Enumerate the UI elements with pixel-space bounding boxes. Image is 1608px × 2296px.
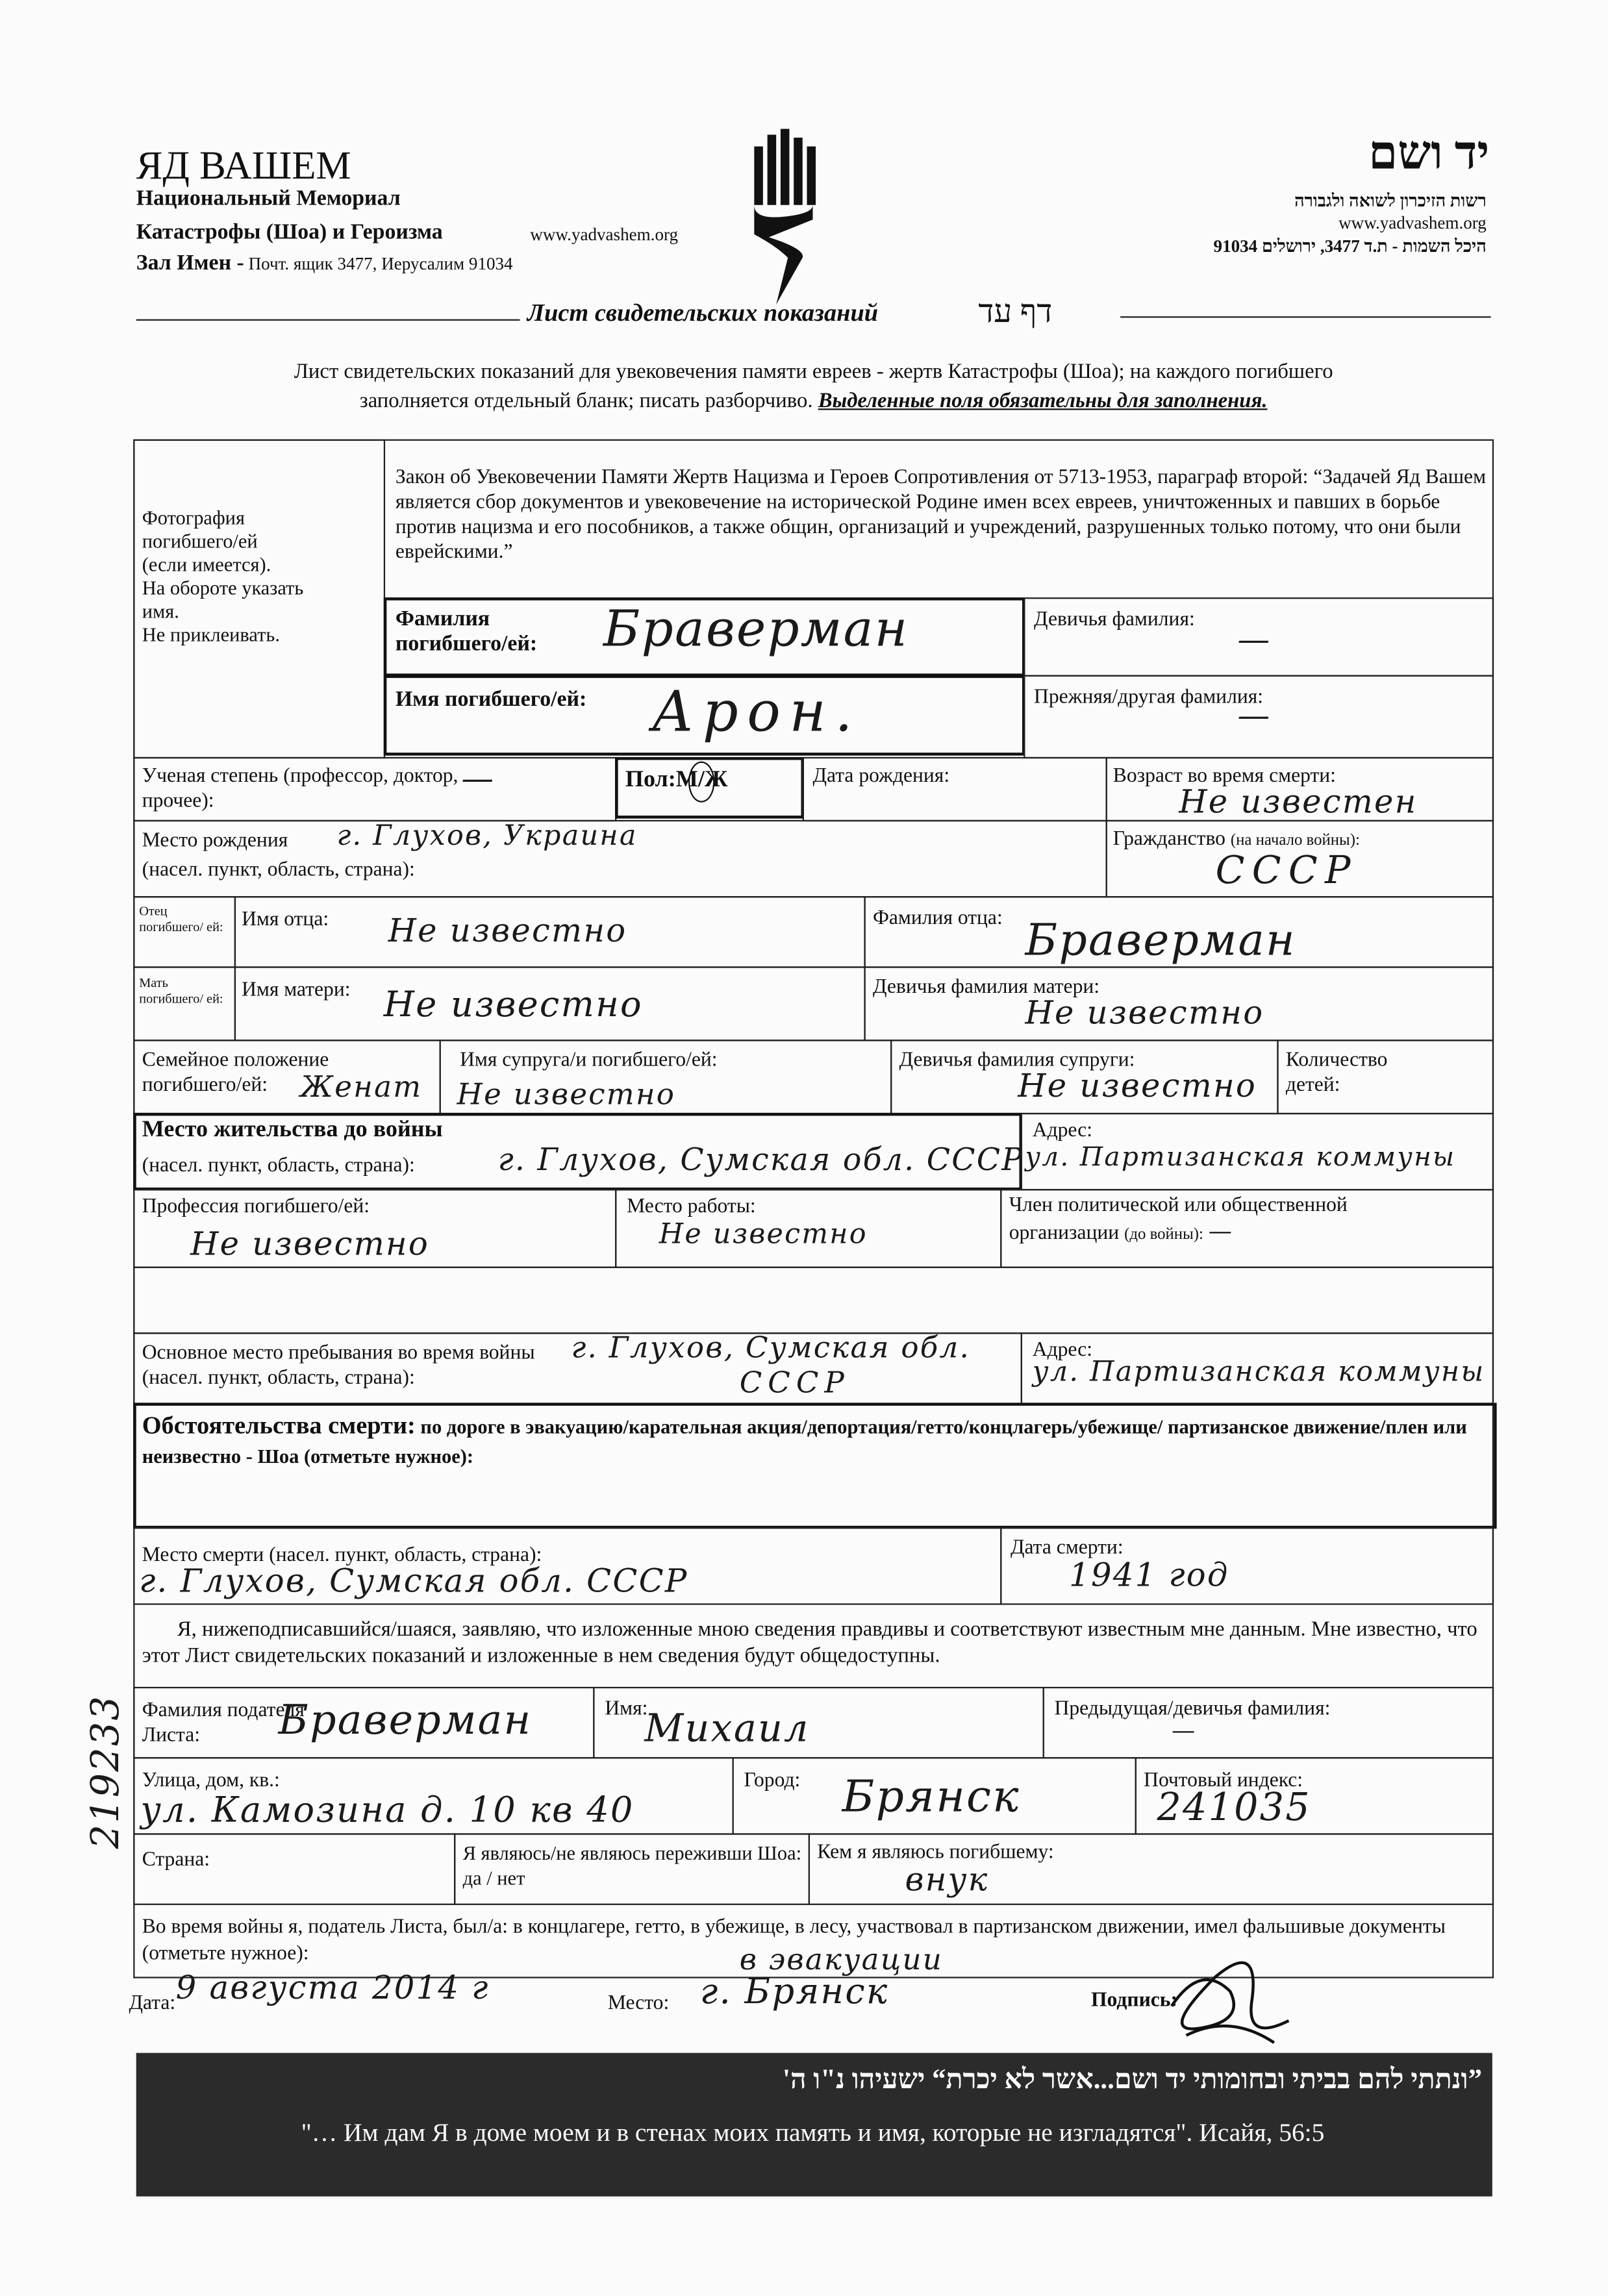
submitter-surname-label: Фамилия подателя Листа: [142, 1700, 305, 1747]
law-text: Закон об Увековечении Памяти Жертв Нацизма и Героев Сопротивления от 5713-1953, параграф второй: “Задачей Яд Вашем является сбор документов и увековечение на исторической Родине имен всех евреев, уничтоженных и павших в борьбе против нацизма и его пособников, а также общин, организаций и учреждений, разрушенных только потому, что они были еврейскими.” [395, 467, 1487, 564]
spouse-name-label: Имя супруга/и погибшего/ей: [460, 1049, 718, 1072]
org-url: www.yadvashem.org [530, 224, 679, 245]
declaration-text: Я, нижеподписавшийся/шаяся, заявляю, что изложенные мною сведения правдивы и соответствуют известным мне данным. Мне известно, что этот Лист свидетельских показаний и изложенные в нем сведения будут общедоступны. [142, 1617, 1477, 1668]
intro-line1: Лист свидетельских показаний для увековечения памяти евреев - жертв Катастрофы (Шоа); на каждого погибшего [294, 360, 1333, 384]
maiden-name-label: Девичья фамилия: [1034, 609, 1195, 631]
org-name-he: יד ושם [1368, 125, 1490, 179]
surname-value: Браверман [603, 600, 909, 659]
age-label: Возраст во время смерти: [1112, 766, 1336, 788]
gender-selected-circle [688, 762, 715, 803]
submitter-prev-value: — [1172, 1716, 1197, 1744]
survivor-options[interactable]: да / нет [462, 1867, 525, 1890]
father-surname-label: Фамилия отца: [872, 908, 1003, 930]
war-address-value: ул. Партизанская коммуны [1032, 1356, 1485, 1388]
city-label: Город: [744, 1770, 801, 1793]
residence-sub: (насел. пункт, область, страна): [142, 1155, 415, 1178]
citizenship-sub: (на начало войны): [1230, 831, 1360, 849]
children-label: Количество детей: [1285, 1049, 1388, 1097]
citizenship-value: СССР [1215, 849, 1358, 893]
street-value: ул. Камозина д. 10 кв 40 [140, 1789, 634, 1830]
date-value: 9 августа 2014 г [175, 1971, 490, 2008]
title-rule-left [136, 319, 520, 321]
residence-value: г. Глухов, Сумская обл. СССР [497, 1142, 1024, 1178]
place-value: г. Брянск [699, 1971, 889, 2012]
street-label: Улица, дом, кв.: [142, 1770, 280, 1793]
birth-place-label: Место рождения [142, 830, 288, 853]
death-place-value: г. Глухов, Сумская обл. СССР [139, 1564, 688, 1601]
degree-label: Ученая степень (профессор, доктор, прочее): [142, 766, 459, 813]
degree-value: — [461, 761, 496, 799]
survivor-label: Я являюсь/не являюсь переживши Шоа: [462, 1841, 802, 1864]
war-place-value2: СССР [739, 1364, 850, 1400]
family-status-label: Семейное положение погибшего/ей: [142, 1049, 329, 1097]
membership-label2: организации [1009, 1223, 1120, 1245]
other-surname-label: Прежняя/другая фамилия: [1034, 686, 1264, 709]
side-record-number: 219233 [84, 1694, 129, 1849]
submitter-name-label: Имя: [605, 1698, 648, 1721]
signature-label: Подпись: [1090, 1990, 1177, 2012]
residence-address-value: ул. Партизанская коммуны [1025, 1142, 1456, 1173]
death-date-value: 1941 год [1069, 1558, 1229, 1595]
profession-label: Профессия погибшего/ей: [142, 1196, 370, 1219]
birth-date-label: Дата рождения: [812, 766, 950, 788]
workplace-label: Место работы: [627, 1196, 756, 1219]
citizenship-label: Гражданство [1112, 829, 1225, 851]
spouse-name-value: Не известно [457, 1076, 676, 1112]
city-value: Брянск [842, 1771, 1020, 1823]
spouse-maiden-label: Девичья фамилия супруги: [899, 1049, 1135, 1072]
workplace-value: Не известно [659, 1218, 868, 1251]
submitter-prev-label: Предыдущая/девичья фамилия: [1054, 1698, 1331, 1721]
banner-quote-he: ”ונתתי להם בביתי ובחומותי יד ושם...אשר לא יכרת“ ישעיהו נ"ו ה' [783, 2064, 1483, 2096]
sheet-title-he: דף עד [978, 293, 1053, 330]
org-name-ru: ЯД ВАШЕМ [136, 143, 351, 188]
hall-label: Зал Имен - [136, 251, 244, 275]
residence-label: Место жительства до войны [142, 1117, 443, 1142]
war-place-value: г. Глухов, Сумская обл. [571, 1329, 971, 1365]
relation-value: внук [905, 1862, 989, 1899]
family-status-value: Женат [300, 1069, 423, 1104]
wartime-value: в эвакуации [739, 1941, 944, 1977]
mother-tag: Мать погибшего/ ей: [139, 975, 223, 1006]
country-label: Страна: [142, 1849, 210, 1872]
membership-label: Член политической или общественной [1009, 1195, 1348, 1217]
surname-label: Фамилия погибшего/ей: [395, 607, 538, 656]
mother-maiden-label: Девичья фамилия матери: [872, 977, 1100, 999]
death-circumstances-label: Обстоятельства смерти: [142, 1411, 416, 1440]
photo-instructions: Фотография погибшего/ей (если имеется). На обороте указать имя. Не приклеивать. [142, 506, 304, 646]
mother-name-label: Имя матери: [242, 979, 351, 1002]
banner-quote-ru: "… Им дам Я в доме моем и в стенах моих память и имя, которые не изгладятся". Исайя, 56:5 [301, 2117, 1325, 2147]
signature-scribble-icon [1142, 1933, 1303, 2050]
first-name-label: Имя погибшего/ей: [395, 688, 587, 712]
gender-options: М/Ж [675, 767, 728, 793]
empty-row [133, 1267, 1494, 1334]
profession-value: Не известно [190, 1227, 429, 1264]
date-label: Дата: [129, 1993, 176, 2015]
father-tag: Отец погибшего/ ей: [139, 903, 223, 934]
father-name-label: Имя отца: [242, 909, 329, 932]
father-name-value: Не известно [388, 914, 627, 951]
org-line1: Национальный Мемориал [136, 187, 401, 211]
membership-value: — [1208, 1216, 1234, 1245]
residence-address-label: Адрес: [1032, 1120, 1093, 1142]
hall-address: Почт. ящик 3477, Иерусалим 91034 [248, 253, 513, 274]
org-he-url: www.yadvashem.org [1338, 212, 1487, 233]
death-date-label: Дата смерти: [1010, 1537, 1124, 1560]
submitter-name-value: Михаил [644, 1707, 810, 1752]
birth-place-sub: (насел. пункт, область, страна): [142, 859, 415, 882]
father-surname-value: Браверман [1025, 915, 1296, 967]
age-value: Не известен [1179, 784, 1418, 822]
yad-vashem-logo-icon [747, 129, 852, 310]
wartime-label: Во время войны я, податель Листа, был/а: в концлагере, гетто, в убежище, в лесу, участвовал в партизанском движении, имел фальшивые документы (отметьте нужное): [142, 1916, 1446, 1965]
spouse-maiden-value: Не известно [1018, 1069, 1257, 1106]
war-place-label: Основное место пребывания во время войны (насел. пункт, область, страна): [142, 1342, 535, 1390]
mother-maiden-value: Не известно [1025, 995, 1264, 1032]
first-name-value: Арон. [651, 679, 862, 744]
intro-line2: заполняется отдельный бланк; писать разборчиво. [359, 389, 813, 413]
membership-sub: (до войны): [1124, 1225, 1203, 1243]
required-note: Выделенные поля обязательны для заполнения. [818, 389, 1268, 413]
org-he-line1: רשות הזיכרון לשואה ולגבורה [1294, 190, 1487, 211]
mother-name-value: Не известно [383, 984, 643, 1025]
title-rule-right [1120, 316, 1491, 318]
war-address-label: Адрес: [1032, 1340, 1093, 1362]
gender-label: Пол: [625, 767, 676, 793]
death-place-label: Место смерти (насел. пункт, область, страна): [142, 1545, 542, 1567]
relation-label: Кем я являюсь погибшему: [817, 1841, 1054, 1864]
sheet-title: Лист свидетельских показаний [527, 299, 879, 327]
maiden-name-value: — [1237, 622, 1272, 659]
zip-label: Почтовый индекс: [1144, 1770, 1303, 1793]
other-surname-value: — [1237, 698, 1272, 736]
death-circumstances-options: по дороге в эвакуацию/карательная акция/депортация/гетто/концлагерь/убежище/ партизанское движение/плен или неизвестно - Шоа (отметьте нужное): [142, 1416, 1467, 1467]
birth-place-value: г. Глухов, Украина [336, 819, 638, 853]
place-label: Место: [607, 1993, 670, 2015]
org-line2: Катастрофы (Шоа) и Героизма [136, 221, 443, 245]
org-he-address: היכל השמות - ת.ד 3477, ירושלים 91034 [1213, 236, 1487, 256]
zip-value: 241035 [1157, 1786, 1311, 1830]
submitter-surname-value: Браверман [278, 1695, 533, 1744]
